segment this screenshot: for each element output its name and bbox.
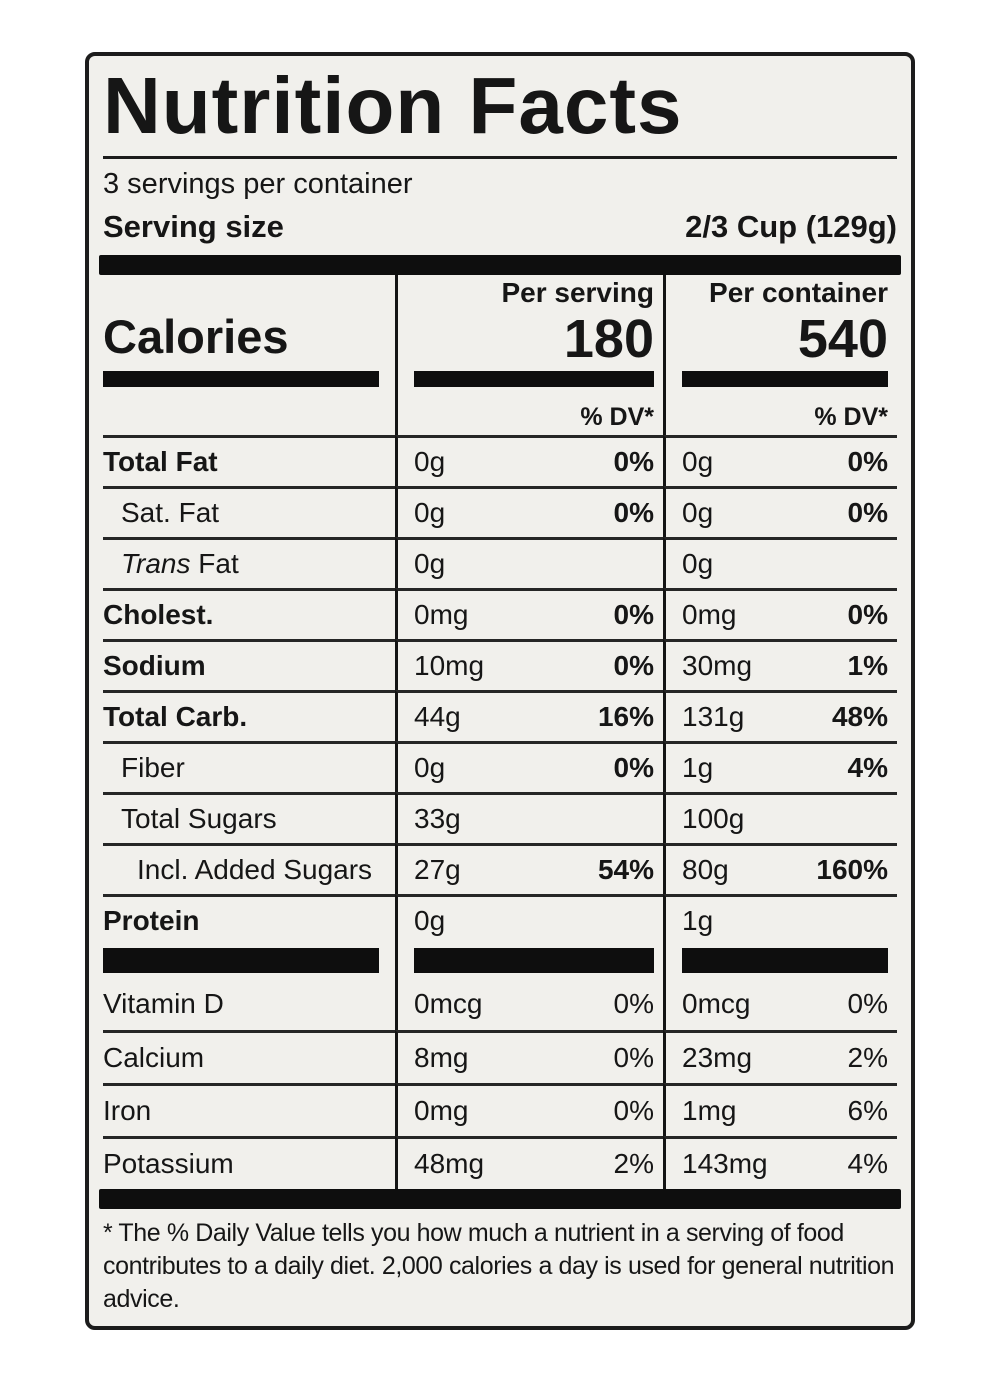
per-container-iron bbox=[663, 1083, 897, 1136]
daily-value-percent: 0% bbox=[847, 599, 888, 630]
nutrient-name-sat-fat bbox=[103, 486, 395, 537]
label-title: Nutrition Facts bbox=[103, 61, 683, 150]
dv-header-per-container: % DV* bbox=[663, 391, 897, 435]
per-serving-calcium bbox=[395, 1030, 663, 1083]
per-container-protein bbox=[663, 894, 897, 945]
nutrient-name-sodium bbox=[103, 639, 395, 690]
nutrient-label: Cholest. bbox=[103, 599, 214, 630]
nutrient-name-potassium bbox=[103, 1136, 395, 1189]
nutrient-name-calcium bbox=[103, 1030, 395, 1083]
amount: 0g bbox=[414, 548, 446, 579]
nutrient-name-total-fat bbox=[103, 435, 395, 486]
per-container-total-carb bbox=[663, 690, 897, 741]
per-container-calcium bbox=[663, 1030, 897, 1083]
black-bar bbox=[682, 948, 888, 973]
daily-value-footnote: * The % Daily Value tells you how much a nutrient in a serving of food contributes to a daily diet. 2,000 calories a day is used for general nutrition advice. bbox=[103, 1219, 895, 1313]
per-serving-total-sugars bbox=[395, 792, 663, 843]
per-serving-incl-added-sugars bbox=[395, 843, 663, 894]
per-container-total-sugars bbox=[663, 792, 897, 843]
calories-bar-left bbox=[103, 367, 395, 391]
nutrient-name-total-sugars bbox=[103, 792, 395, 843]
amount: 0g bbox=[682, 497, 714, 528]
amount: 23mg bbox=[682, 1042, 753, 1073]
thick-separator-bar-top bbox=[99, 255, 901, 275]
amount: 0g bbox=[414, 905, 446, 936]
daily-value-percent: 48% bbox=[831, 701, 888, 732]
per-serving-protein bbox=[395, 894, 663, 945]
amount: 0mg bbox=[414, 1095, 469, 1126]
per-container-fiber bbox=[663, 741, 897, 792]
per-serving-potassium bbox=[395, 1136, 663, 1189]
serving-size-label: Serving size bbox=[103, 209, 284, 244]
black-bar bbox=[103, 371, 379, 387]
daily-value-percent: 0% bbox=[847, 497, 888, 528]
amount: 100g bbox=[682, 803, 745, 834]
calories-bar-mid bbox=[395, 367, 663, 391]
nutrient-label: Total Fat bbox=[103, 446, 218, 477]
nutrient-name-incl-added-sugars bbox=[103, 843, 395, 894]
per-container-sodium bbox=[663, 639, 897, 690]
nutrient-label: Iron bbox=[103, 1095, 152, 1126]
daily-value-percent: 160% bbox=[816, 854, 888, 885]
per-serving-sat-fat bbox=[395, 486, 663, 537]
per-serving-cholest bbox=[395, 588, 663, 639]
amount: 0g bbox=[414, 497, 446, 528]
nutrient-label: Incl. Added Sugars bbox=[137, 854, 373, 885]
daily-value-percent: 16% bbox=[597, 701, 654, 732]
amount: 30mg bbox=[682, 650, 753, 681]
dv-header-spacer bbox=[103, 391, 395, 435]
nutrient-label: Sodium bbox=[103, 650, 206, 681]
daily-value-percent: 0% bbox=[613, 752, 654, 783]
amount: 33g bbox=[414, 803, 461, 834]
nutrition-facts-label bbox=[85, 52, 915, 1330]
amount: 0g bbox=[414, 752, 446, 783]
dv-header-per-serving: % DV* bbox=[395, 391, 663, 435]
mid-thick-bar-mid bbox=[395, 945, 663, 977]
mid-thick-bar-left bbox=[103, 945, 395, 977]
amount: 0mg bbox=[414, 599, 469, 630]
nutrient-label: Total Carb. bbox=[103, 701, 248, 732]
amount: 1mg bbox=[682, 1095, 737, 1126]
nutrient-name-fiber bbox=[103, 741, 395, 792]
calories-label: Calories bbox=[103, 310, 289, 363]
nutrient-name-iron bbox=[103, 1083, 395, 1136]
nutrient-name-protein bbox=[103, 894, 395, 945]
daily-value-percent: 0% bbox=[613, 446, 654, 477]
nutrient-name-cholest bbox=[103, 588, 395, 639]
per-container-sat-fat bbox=[663, 486, 897, 537]
amount: 44g bbox=[414, 701, 461, 732]
amount: 131g bbox=[682, 701, 745, 732]
black-bar bbox=[414, 371, 654, 387]
amount: 0g bbox=[682, 446, 714, 477]
amount: 48mg bbox=[414, 1148, 485, 1179]
per-serving-sodium bbox=[395, 639, 663, 690]
amount: 0mg bbox=[682, 599, 737, 630]
amount: 0mcg bbox=[682, 987, 751, 1019]
daily-value-percent: 2% bbox=[847, 1042, 888, 1073]
mid-thick-bar-right bbox=[663, 945, 897, 977]
servings-per-container: 3 servings per container bbox=[103, 168, 413, 200]
calories-per-serving: 180 bbox=[395, 311, 663, 367]
nutrient-label: Total Sugars bbox=[121, 803, 277, 834]
black-bar bbox=[682, 371, 888, 387]
per-serving-fiber bbox=[395, 741, 663, 792]
serving-size-row bbox=[103, 209, 897, 245]
amount: 143mg bbox=[682, 1148, 768, 1179]
amount: 0mcg bbox=[414, 987, 483, 1019]
daily-value-percent: 0% bbox=[613, 599, 654, 630]
amount: 0g bbox=[414, 446, 446, 477]
nutrient-label: Fiber bbox=[121, 752, 185, 783]
per-serving-vitamin-d bbox=[395, 977, 663, 1030]
daily-value-percent: 54% bbox=[597, 854, 654, 885]
serving-size-value: 2/3 Cup (129g) bbox=[685, 209, 897, 244]
black-bar bbox=[414, 948, 654, 973]
nutrient-label: Potassium bbox=[103, 1148, 234, 1179]
per-serving-total-carb bbox=[395, 690, 663, 741]
column-header-per-container: Per container bbox=[663, 275, 897, 311]
daily-value-percent: 0% bbox=[613, 650, 654, 681]
amount: 0g bbox=[682, 548, 714, 579]
column-header-spacer bbox=[103, 275, 395, 311]
per-container-trans-fat bbox=[663, 537, 897, 588]
daily-value-percent: 4% bbox=[847, 752, 888, 783]
daily-value-percent: 0% bbox=[613, 497, 654, 528]
daily-value-percent: 0% bbox=[613, 987, 654, 1019]
nutrient-label: Vitamin D bbox=[103, 987, 224, 1019]
amount: 1g bbox=[682, 752, 714, 783]
daily-value-percent: 4% bbox=[847, 1148, 888, 1179]
amount: 8mg bbox=[414, 1042, 469, 1073]
daily-value-percent: 0% bbox=[847, 446, 888, 477]
calories-per-container: 540 bbox=[663, 311, 897, 367]
daily-value-percent: 0% bbox=[613, 1042, 654, 1073]
per-serving-iron bbox=[395, 1083, 663, 1136]
per-container-incl-added-sugars bbox=[663, 843, 897, 894]
per-container-potassium bbox=[663, 1136, 897, 1189]
thick-separator-bar-bottom bbox=[99, 1189, 901, 1209]
per-serving-trans-fat bbox=[395, 537, 663, 588]
amount: 1g bbox=[682, 905, 714, 936]
nutrient-label: Protein bbox=[103, 905, 200, 936]
per-serving-total-fat bbox=[395, 435, 663, 486]
black-bar bbox=[103, 948, 379, 973]
nutrient-name-vitamin-d bbox=[103, 977, 395, 1030]
daily-value-percent: 2% bbox=[613, 1148, 654, 1179]
nutrient-label: Trans Fat bbox=[121, 548, 239, 579]
nutrient-label: Calcium bbox=[103, 1042, 205, 1073]
title-divider bbox=[103, 156, 897, 159]
per-container-vitamin-d bbox=[663, 977, 897, 1030]
nutrient-name-trans-fat bbox=[103, 537, 395, 588]
amount: 80g bbox=[682, 854, 729, 885]
daily-value-percent: 1% bbox=[847, 650, 888, 681]
nutrient-name-total-carb bbox=[103, 690, 395, 741]
amount: 27g bbox=[414, 854, 461, 885]
facts-table bbox=[103, 275, 897, 1189]
column-header-per-serving: Per serving bbox=[395, 275, 663, 311]
daily-value-percent: 0% bbox=[847, 987, 888, 1019]
calories-bar-right bbox=[663, 367, 897, 391]
nutrient-label: Sat. Fat bbox=[121, 497, 220, 528]
per-container-cholest bbox=[663, 588, 897, 639]
daily-value-percent: 0% bbox=[613, 1095, 654, 1126]
daily-value-percent: 6% bbox=[847, 1095, 888, 1126]
amount: 10mg bbox=[414, 650, 485, 681]
per-container-total-fat bbox=[663, 435, 897, 486]
